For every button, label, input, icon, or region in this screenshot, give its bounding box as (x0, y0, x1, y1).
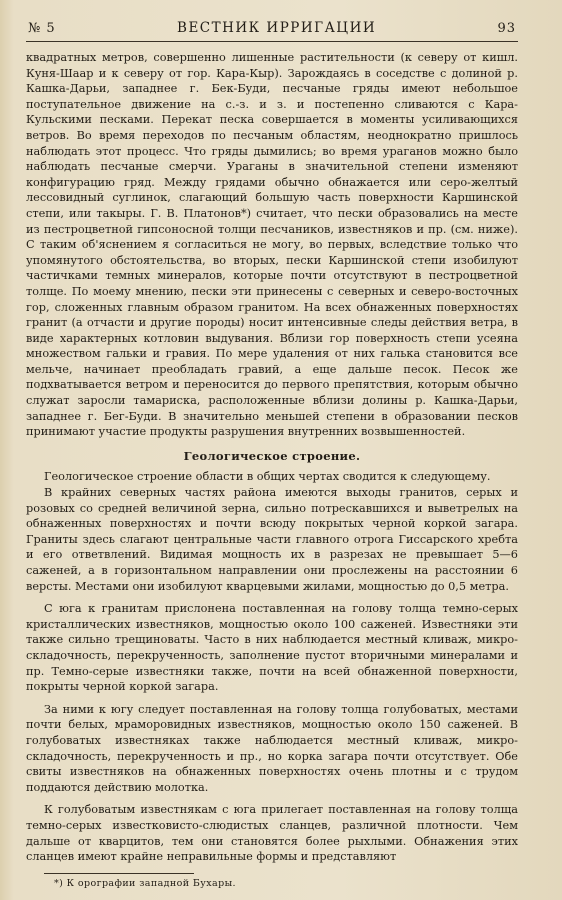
page-number: 93 (497, 21, 516, 36)
paragraph-geology-intro: Геологическое строение области в общих чертах сводится к следующему. (44, 470, 491, 484)
paragraph-shales: К голубоватым известнякам с юга прилегает поставленная на голову толща темно-серых известковисто-слюдистых сланцев, различной плотности. Чем дальше от кварцитов, тем они становятся более рыхлыми. Обнажения этих сланцев имеют крайне неправильные формы и представляют (26, 803, 518, 864)
paragraph-dark-limestones: С юга к гранитам прислонена поставленная на голову толща темно-серых кристаллических известняков, мощностью около 100 саженей. Известняки эти также сильно трещиноваты. Часто в них наблюдается местный кливаж, микро-складочность, перекрученность, заполнение пустот вторичными минералами и пр. Темно-серые известняки также, почти на всей обнаженной поверхности, покрыты черной коркой загара. (26, 602, 518, 694)
footnote-rule (44, 873, 194, 874)
issue-number: № 5 (28, 21, 56, 36)
paragraph-sands: квадратных метров, совершенно лишенные растительности (к северу от кишл. Куня-Шаар и к северу от гор. Кара-Кыр). Зарождаясь в соседстве с долиной р. Кашка-Дарьи, западнее г. Бек-Буди, песчаные гряды имеют небольшое поступательное движение на с.-з. и з. и постепенно сливаются с Кара-Кульскими песками. Перекат песка совершается в моменты усиливающихся ветров. Во время переходов по песчаным областям, неоднократно пришлось наблюдать этот процесс. Что гряды дымились; во время ураганов можно было наблюдать песчаные смерчи. Ураганы в значительной степени изменяют конфигурацию гряд. Между грядами обычно обнажается или серо-желтый лессовидный суглинок, слагающий большую часть поверхности Каршинской степи, или такыры. Г. В. Платонов*) считает, что пески образовались на месте из пестроцветной гипсоносной толщи песчаников, известняков и пр. (см. ниже). С таким об'яснением я согласиться не могу, во первых, вследствие только что упомянутого обстоятельства, во вторых, пески Каршинской степи изобилуют частичками темных минералов, которые почти отсутствуют в пестроцветной толще. По моему мнению, пески эти принесены с северных и северо-восточных гор, сложенных главным образом гранитом. На всех обнаженных поверхностях гранит (а отчасти и другие породы) носит интенсивные следы действия ветра, в виде характерных котловин выдувания. Вблизи гор поверхность степи усеяна множеством гальки и гравия. По мере удаления от них галька становится все мельче, начинает преобладать гравий, а еще дальше песок. Песок же подхватывается ветром и переносится до первого препятствия, которым обычно служат заросли тамариска, расположенные вблизи долины р. Кашка-Дарьи, западнее г. Бег-Буди. В значительно меньшей степени в образовании песков принимают участие продукты разрушения внутренних возвышенностей. (26, 51, 518, 439)
running-header (26, 20, 518, 42)
journal-title: ВЕСТНИК ИРРИГАЦИИ (177, 20, 377, 36)
section-heading: Геологическое строение. (183, 448, 361, 463)
paragraph-granites: В крайних северных частях района имеются выходы гранитов, серых и розовых со средней величиной зерна, сильно потрескавшихся и выветрелых на обнаженных поверхностях и почти всюду покрытых черной коркой загара. Граниты здесь слагают центральные части главного отрога Гиссарского хребта и его ответвлений. Видимая мощность их в разрезах не превышает 5—6 саженей, а в горизонтальном направлении они прослежены на расстоянии 6 версты. Местами они изобилуют кварцевыми жилами, мощностью до 0,5 метра. (26, 486, 518, 593)
footnote: *) К орографии западной Бухары. (54, 877, 236, 889)
article-body (26, 50, 518, 865)
paragraph-blue-limestones: За ними к югу следует поставленная на голову толща голубоватых, местами почти белых, мраморовидных известняков, мощностью около 150 саженей. В голубоватых известняках также наблюдается местный кливаж, микро-складочность, перекрученность и пр., но корка загара почти отсутствует. Обе свиты известняков на обнаженных поверхностях очень плотны и с трудом поддаются действию молотка. (26, 702, 518, 794)
